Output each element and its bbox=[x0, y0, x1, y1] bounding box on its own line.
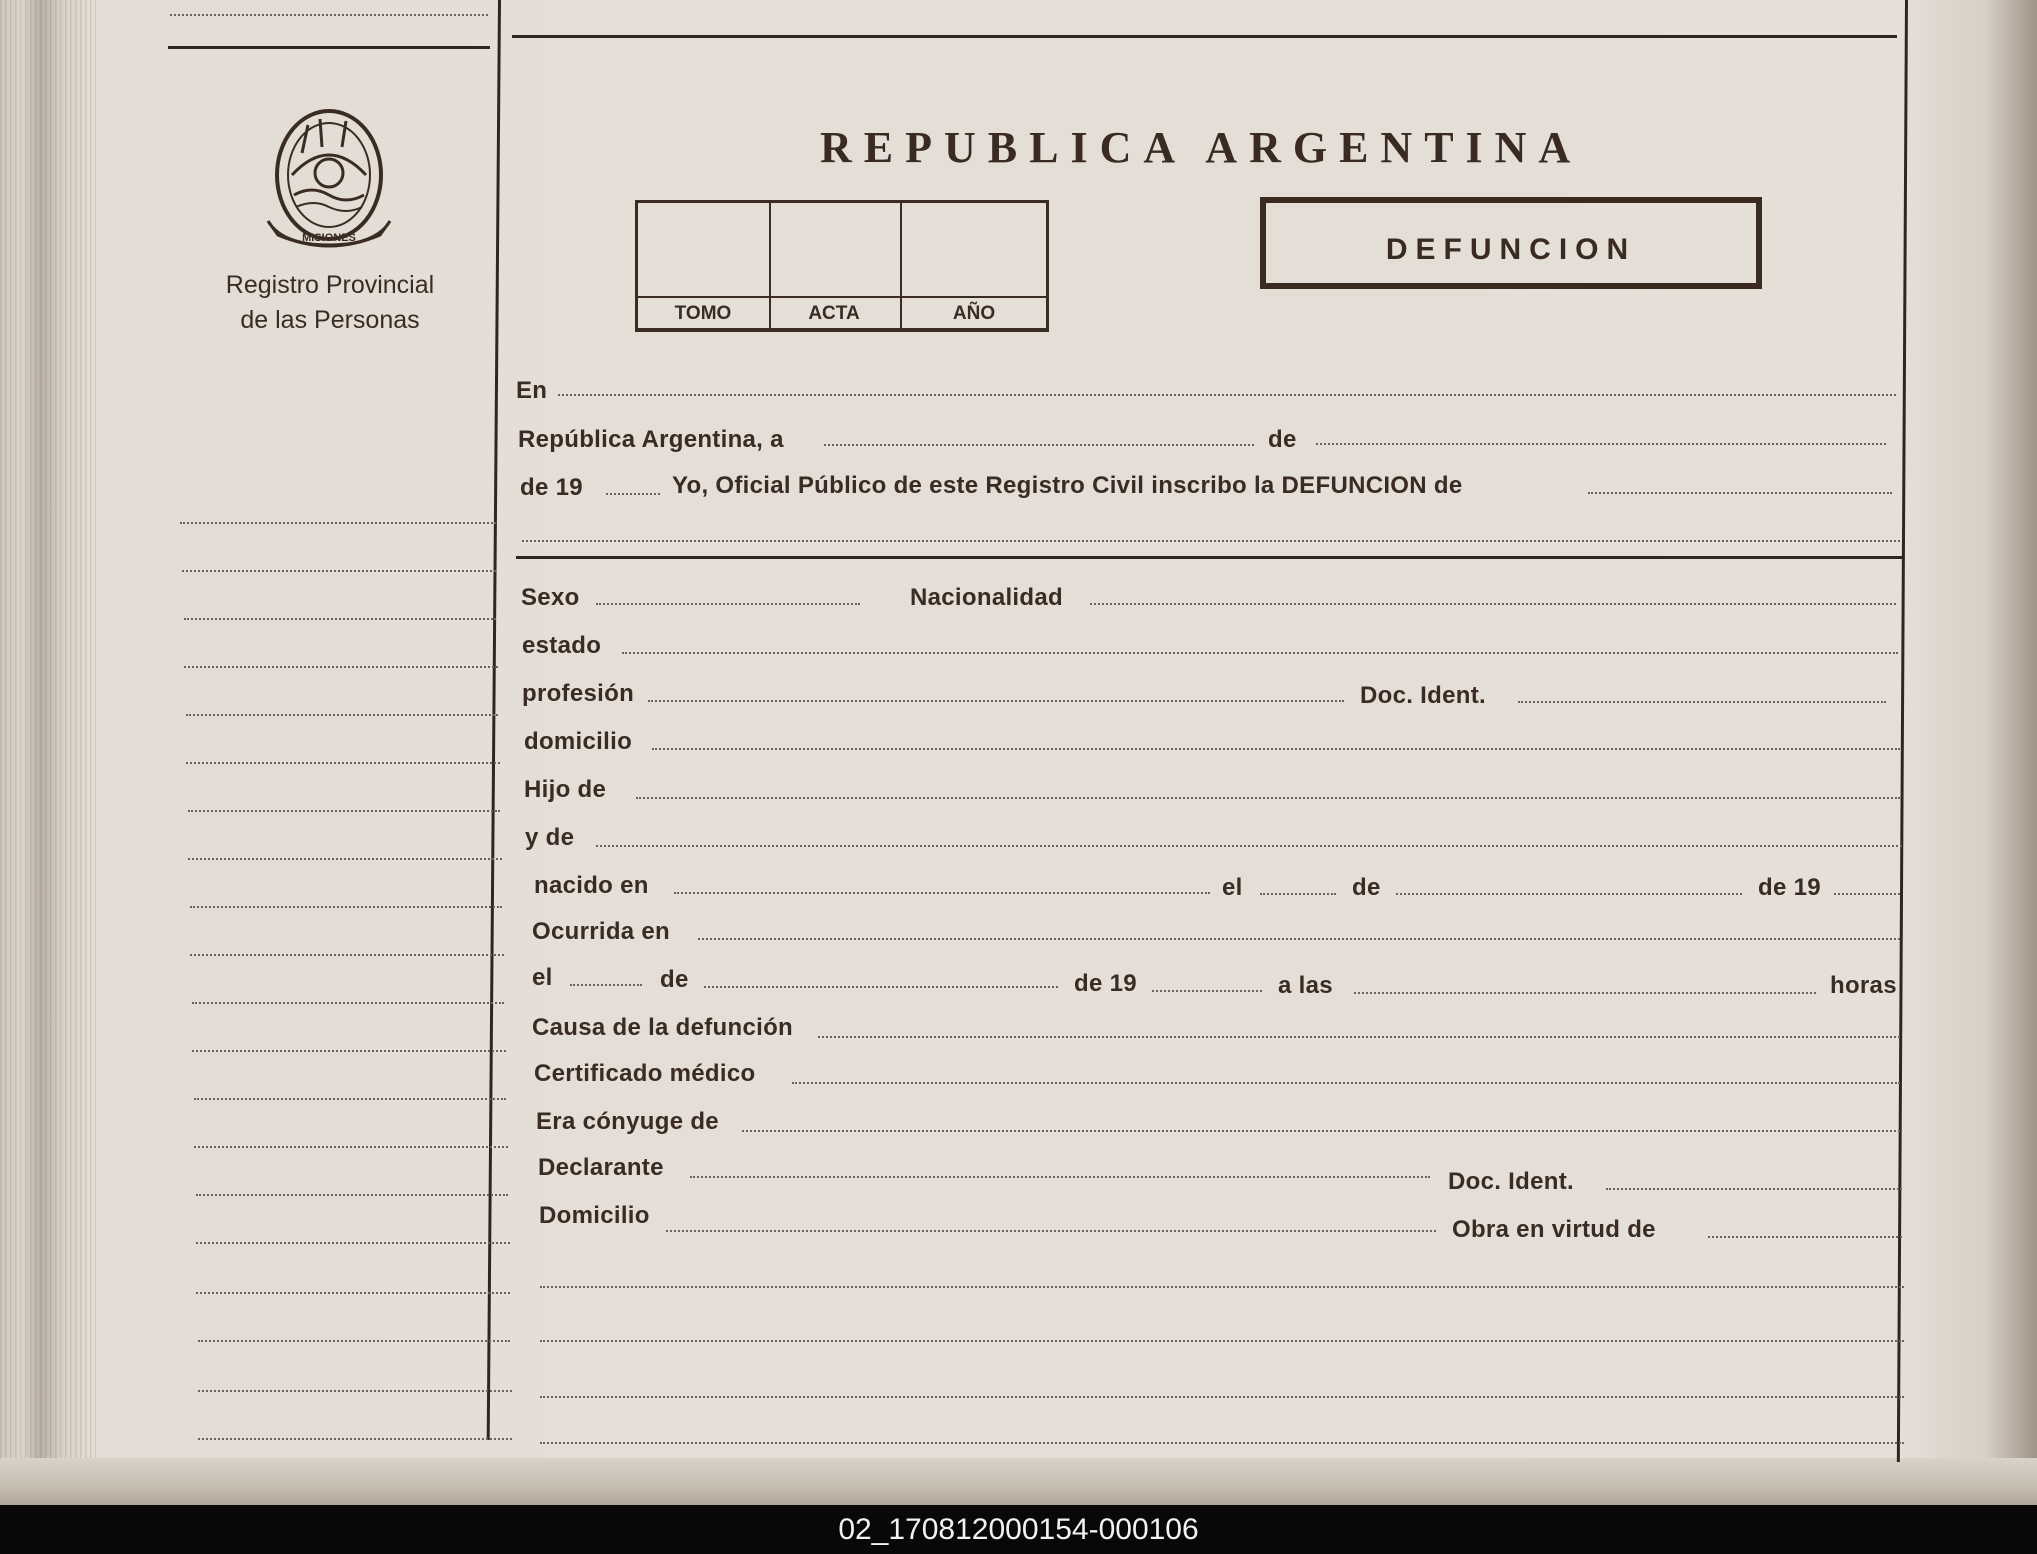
doc-ident-label-2: Doc. Ident. bbox=[1448, 1168, 1574, 1195]
right-border bbox=[1897, 0, 1908, 1462]
volume-record-year-grid bbox=[635, 200, 1049, 332]
y-de-label: y de bbox=[525, 824, 575, 851]
birth-year-field[interactable] bbox=[1834, 893, 1900, 895]
margin-line[interactable] bbox=[192, 1002, 504, 1004]
father-field[interactable] bbox=[636, 797, 1900, 799]
right-top-rule bbox=[512, 35, 1897, 38]
obra-label: Obra en virtud de bbox=[1452, 1216, 1656, 1243]
domicilio-label-2: Domicilio bbox=[539, 1202, 650, 1229]
domicilio-label: domicilio bbox=[524, 728, 633, 755]
provincial-seal-icon bbox=[262, 95, 397, 255]
declarante-field[interactable] bbox=[690, 1176, 1430, 1178]
document-title: REPUBLICA ARGENTINA bbox=[820, 123, 1583, 172]
doc-ident-field-2[interactable] bbox=[1606, 1188, 1902, 1190]
margin-line[interactable] bbox=[184, 618, 496, 620]
sexo-label: Sexo bbox=[521, 584, 580, 611]
left-top-rule bbox=[168, 46, 490, 49]
blank-line-1[interactable] bbox=[540, 1286, 1904, 1288]
death-month-field[interactable] bbox=[704, 986, 1058, 988]
page-bottom-edge bbox=[0, 1458, 2037, 1505]
margin-line[interactable] bbox=[196, 1242, 510, 1244]
estado-label: estado bbox=[522, 632, 602, 659]
margin-divider bbox=[487, 0, 501, 1440]
death-place-field[interactable] bbox=[698, 938, 1900, 940]
record-type-label: DEFUNCION bbox=[1385, 233, 1637, 266]
domicilio-field[interactable] bbox=[652, 748, 1900, 750]
deceased-name-field[interactable] bbox=[1588, 492, 1892, 494]
birth-day-field[interactable] bbox=[1260, 893, 1336, 895]
el-label-1: el bbox=[1222, 874, 1243, 901]
acta-label: ACTA bbox=[808, 303, 860, 324]
conyuge-field[interactable] bbox=[742, 1130, 1900, 1132]
mother-field[interactable] bbox=[596, 845, 1902, 847]
margin-line[interactable] bbox=[194, 1098, 506, 1100]
page-stack-edge bbox=[0, 0, 96, 1505]
sexo-field[interactable] bbox=[596, 603, 860, 605]
time-field[interactable] bbox=[1354, 992, 1816, 994]
de-label-3: de bbox=[660, 966, 689, 993]
nacionalidad-field[interactable] bbox=[1090, 603, 1896, 605]
margin-line[interactable] bbox=[198, 1390, 512, 1392]
nacido-en-label: nacido en bbox=[534, 872, 649, 899]
blank-line-4[interactable] bbox=[540, 1442, 1904, 1444]
de19-label-2: de 19 bbox=[1758, 874, 1821, 901]
declarante-label: Declarante bbox=[538, 1154, 664, 1181]
de-label-2: de bbox=[1352, 874, 1381, 901]
conyuge-label: Era cónyuge de bbox=[536, 1108, 719, 1135]
margin-line[interactable] bbox=[186, 714, 498, 716]
obra-field[interactable] bbox=[1708, 1236, 1902, 1238]
anio-label: AÑO bbox=[952, 303, 996, 324]
deceased-name-continued[interactable] bbox=[522, 540, 1900, 542]
margin-line[interactable] bbox=[182, 570, 496, 572]
de19-label-3: de 19 bbox=[1074, 970, 1137, 997]
day-field[interactable] bbox=[824, 444, 1254, 446]
margin-line[interactable] bbox=[198, 1340, 510, 1342]
hijo-de-label: Hijo de bbox=[524, 776, 607, 803]
yo-oficial-label: Yo, Oficial Público de este Registro Civil inscribo la DEFUNCION de bbox=[672, 472, 1463, 499]
certificado-label: Certificado médico bbox=[534, 1060, 756, 1087]
a-las-label: a las bbox=[1278, 972, 1333, 999]
margin-line[interactable] bbox=[190, 906, 502, 908]
el-label-2: el bbox=[532, 964, 553, 991]
estado-field[interactable] bbox=[622, 652, 1898, 654]
svg-text:MISIONES: MISIONES bbox=[302, 232, 356, 244]
death-year-field[interactable] bbox=[1152, 990, 1262, 992]
margin-line[interactable] bbox=[194, 1146, 508, 1148]
margin-line[interactable] bbox=[180, 522, 496, 524]
record-type-box bbox=[1260, 197, 1762, 289]
birth-month-field[interactable] bbox=[1396, 893, 1742, 895]
month-field[interactable] bbox=[1316, 443, 1886, 445]
blank-line-3[interactable] bbox=[540, 1396, 1904, 1398]
margin-line[interactable] bbox=[184, 666, 498, 668]
margin-line[interactable] bbox=[192, 1050, 506, 1052]
nacionalidad-label: Nacionalidad bbox=[910, 584, 1063, 611]
republica-label: República Argentina, a bbox=[518, 426, 784, 453]
tomo-label: TOMO bbox=[674, 303, 732, 324]
margin-line[interactable] bbox=[188, 810, 500, 812]
registry-name-line2: de las Personas bbox=[240, 306, 420, 334]
profesion-field[interactable] bbox=[648, 700, 1344, 702]
blank-line-2[interactable] bbox=[540, 1340, 1904, 1342]
margin-line[interactable] bbox=[188, 858, 502, 860]
en-field[interactable] bbox=[558, 394, 1896, 396]
de-label-1: de bbox=[1268, 426, 1297, 453]
registry-name-line1: Registro Provincial bbox=[225, 271, 435, 299]
image-id-caption: 02_170812000154-000106 bbox=[838, 1513, 1199, 1546]
doc-ident-field-1[interactable] bbox=[1518, 701, 1886, 703]
doc-ident-label-1: Doc. Ident. bbox=[1360, 682, 1486, 709]
margin-line[interactable] bbox=[190, 954, 504, 956]
certificado-field[interactable] bbox=[792, 1082, 1900, 1084]
declarante-address-field[interactable] bbox=[666, 1230, 1436, 1232]
margin-line[interactable] bbox=[198, 1438, 512, 1440]
profesion-label: profesión bbox=[522, 680, 635, 707]
top-dotted-line bbox=[170, 14, 488, 16]
year-field[interactable] bbox=[606, 493, 660, 495]
margin-line[interactable] bbox=[196, 1194, 508, 1196]
causa-label: Causa de la defunción bbox=[532, 1014, 794, 1041]
death-day-field[interactable] bbox=[570, 984, 642, 986]
horas-label: horas bbox=[1830, 972, 1897, 999]
section-rule bbox=[516, 556, 1902, 559]
en-label: En bbox=[516, 377, 548, 404]
ocurrida-en-label: Ocurrida en bbox=[532, 918, 671, 945]
margin-line[interactable] bbox=[196, 1292, 510, 1294]
de19-label: de 19 bbox=[520, 474, 583, 501]
margin-line[interactable] bbox=[186, 762, 500, 764]
birthplace-field[interactable] bbox=[674, 892, 1210, 894]
causa-field[interactable] bbox=[818, 1036, 1900, 1038]
